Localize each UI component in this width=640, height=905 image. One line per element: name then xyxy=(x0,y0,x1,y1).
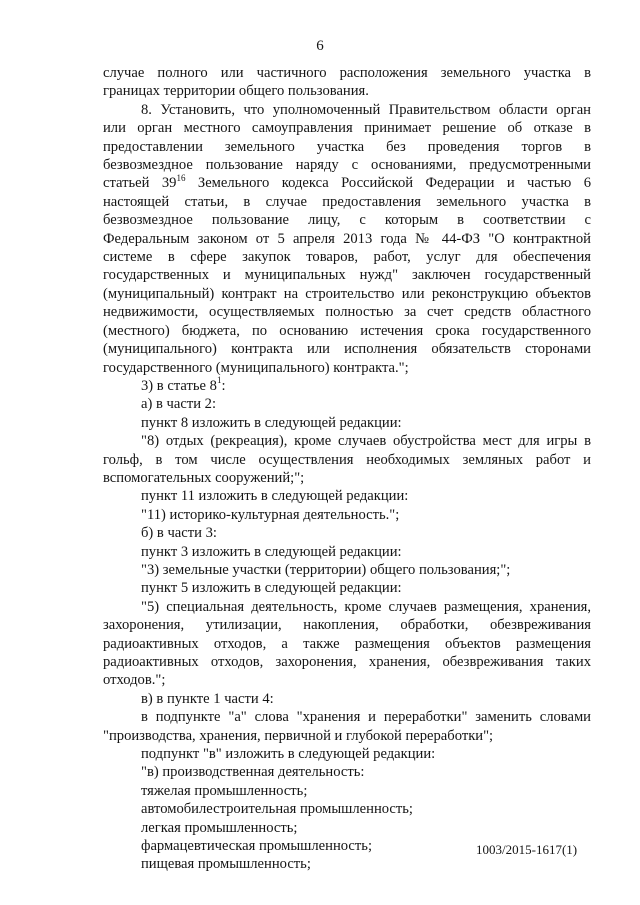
text-line: пункт 5 изложить в следующей редакции: xyxy=(141,580,402,597)
text-line: или орган местного самоуправления принимает решение об отказе в xyxy=(103,120,591,137)
text-line: тяжелая промышленность; xyxy=(141,782,308,799)
text-line: предоставлении земельного участка без проведения торгов в xyxy=(103,138,591,155)
text-line: фармацевтическая промышленность; xyxy=(141,838,372,855)
text-line: "5) специальная деятельность, кроме случаев размещения, хранения, xyxy=(141,598,591,615)
text-line: случае полного или частичного расположения земельного участка в xyxy=(103,65,591,81)
text-line: (муниципальный) контракт на строительство или реконструкцию объектов xyxy=(103,285,591,302)
text-line: системе в сфере закупок товаров, работ, услуг для обеспечения xyxy=(103,249,591,266)
document-code: 1003/2015-1617(1) xyxy=(476,842,578,857)
text-line: гольф, в том числе осуществления необходимых земляных работ и xyxy=(103,451,591,468)
text-fragment: : xyxy=(221,377,226,394)
superscript: 16 xyxy=(176,172,186,183)
text-line: автомобилестроительная промышленность; xyxy=(141,801,413,818)
text-line: "3) земельные участки (территории) общего пользования;"; xyxy=(141,561,511,578)
text-line: "11) историко-культурная деятельность."; xyxy=(141,506,400,523)
page-number: 6 xyxy=(316,38,324,54)
text-fragment: 39 xyxy=(161,175,177,192)
text-line: Федеральным законом от 5 апреля 2013 года № 44-ФЗ "О контрактной xyxy=(103,230,591,247)
text-line: легкая промышленность; xyxy=(141,819,298,836)
text-line: а) в части 2: xyxy=(141,396,217,413)
text-line: границах территории общего пользования. xyxy=(103,83,369,100)
text-fragment: Земельного кодекса Российской Федерации и частью 6 xyxy=(185,175,591,192)
text-line: пункт 11 изложить в следующей редакции: xyxy=(141,488,409,505)
text-fragment: статьей xyxy=(103,175,162,192)
text-line: пункт 8 изложить в следующей редакции: xyxy=(141,414,402,431)
text-line: (муниципального) контракта или исполнения обязательств сторонами xyxy=(103,341,591,358)
text-line: настоящей статьи, в случае предоставления земельного участка в xyxy=(103,193,591,210)
text-line: безвозмездное пользование лицу, с которым в соответствии с xyxy=(103,212,591,229)
text-line: государственных и муниципальных нужд" заключен государственный xyxy=(103,267,591,284)
superscript: 1 xyxy=(216,375,222,386)
text-line: "производства, хранения, первичной и глубокой переработки"; xyxy=(103,727,494,744)
text-line xyxy=(103,377,591,395)
text-line: 8. Установить, что уполномоченный Правительством области орган xyxy=(141,101,591,118)
text-line: безвозмездное пользование наряду с основаниями, предусмотренными xyxy=(103,157,591,174)
text-line: "8) отдых (рекреация), кроме случаев обустройства мест для игры в xyxy=(141,433,591,450)
text-line: пункт 3 изложить в следующей редакции: xyxy=(141,543,402,560)
text-line: захоронения, утилизации, накопления, обработки, обезвреживания xyxy=(103,617,591,634)
text-line: (местного) бюджета, по основанию истечения срока государственного xyxy=(103,322,591,339)
text-line: "в) производственная деятельность: xyxy=(141,764,365,781)
text-line: вспомогательных сооружений;"; xyxy=(103,469,305,486)
text-line: б) в части 3: xyxy=(141,525,217,542)
text-line: в) в пункте 1 части 4: xyxy=(141,690,274,707)
text-line: государственного (муниципального) контракта."; xyxy=(103,359,409,376)
text-line: радиоактивных отходов, а также размещения объектов размещения xyxy=(103,635,591,652)
text-line: недвижимости, осуществляемых полностью за счет средств областного xyxy=(103,304,591,321)
text-line: подпункт "в" изложить в следующей редакции: xyxy=(141,746,436,763)
text-line: в подпункте "а" слова "хранения и переработки" заменить словами xyxy=(141,709,591,726)
text-line: отходов."; xyxy=(103,672,166,689)
text-line: пищевая промышленность; xyxy=(141,856,311,873)
document-body xyxy=(103,64,591,874)
text-fragment: 3) в статье 8 xyxy=(141,377,217,394)
text-line xyxy=(103,174,591,192)
text-line: радиоактивных отходов, захоронения, хранения, обезвреживания таких xyxy=(103,654,591,670)
